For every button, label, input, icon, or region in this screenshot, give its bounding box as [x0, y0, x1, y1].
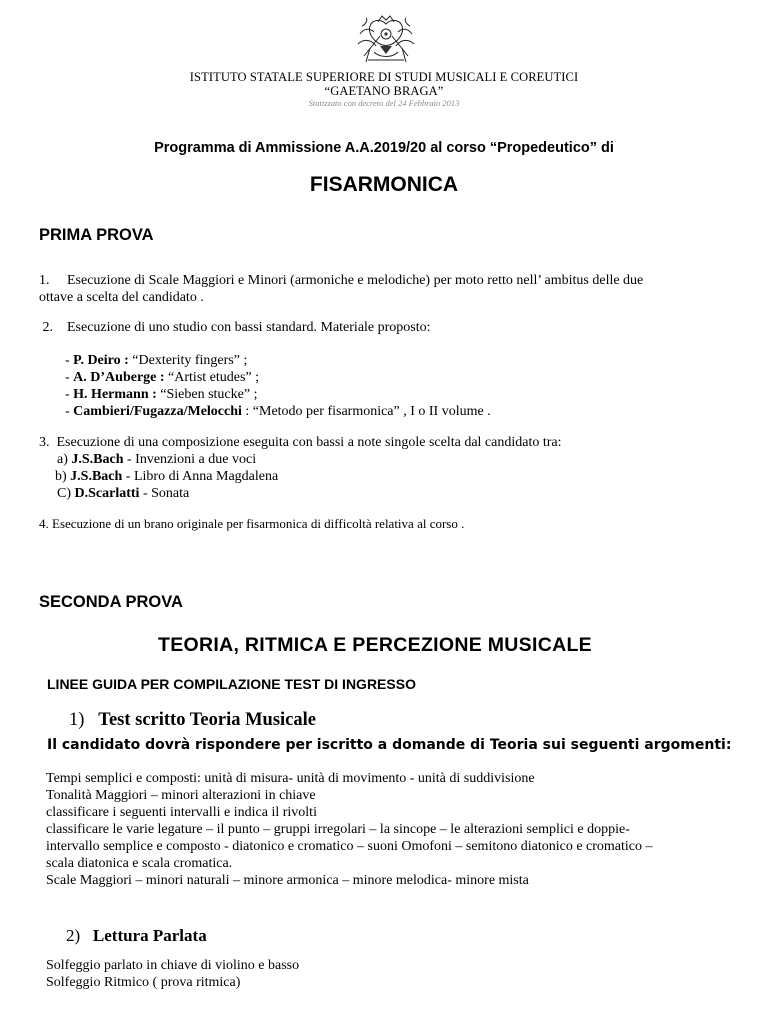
material-item: - H. Hermann : “Sieben stucke” ;: [65, 387, 258, 402]
theory-topic: Tempi semplici e composti: unità di misura- unità di movimento - unità di suddivisione: [46, 771, 535, 786]
composition-option: a) J.S.Bach - Invenzioni a due voci: [57, 452, 257, 467]
prima-prova-heading: PRIMA PROVA: [39, 226, 154, 244]
composition-option: C) D.Scarlatti - Sonata: [57, 486, 190, 501]
theory-topic: scala diatonica e scala cromatica.: [46, 856, 233, 871]
institute-name: ISTITUTO STATALE SUPERIORE DI STUDI MUSICALI E COREUTICI: [189, 70, 579, 84]
reading-item: Solfeggio Ritmico ( prova ritmica): [46, 975, 241, 990]
section1-heading: 1) Test scritto Teoria Musicale: [69, 710, 316, 730]
composition-option: b) J.S.Bach - Libro di Anna Magdalena: [55, 469, 279, 484]
item4-text: 4. Esecuzione di un brano originale per fisarmonica di difficoltà relativa al corso .: [39, 516, 465, 531]
theory-topic: Scale Maggiori – minori naturali – minore armonica – minore melodica- minore mista: [46, 873, 529, 888]
section2-heading: 2) Lettura Parlata: [66, 926, 207, 945]
seconda-prova-heading: SECONDA PROVA: [39, 593, 183, 611]
institute-dedication: “GAETANO BRAGA”: [324, 84, 444, 98]
item1-line1: 1. Esecuzione di Scale Maggiori e Minori (armoniche e melodiche) per moto retto nell’ ambitus delle due: [39, 273, 644, 288]
material-item: - Cambieri/Fugazza/Melocchi : “Metodo per fisarmonica” , I o II volume .: [65, 404, 491, 419]
item2-text: 2. Esecuzione di uno studio con bassi standard. Materiale proposto:: [39, 320, 431, 335]
theory-topic: intervallo semplice e composto - diatonico e cromatico – suoni Omofoni – semitono diatonico e cromatico –: [46, 839, 653, 854]
theory-topic: classificare le varie legature – il punto – gruppi irregolari – la sincope – le alterazioni semplici e doppie-: [46, 822, 630, 837]
page-title: FISARMONICA: [309, 173, 459, 196]
program-title: Programma di Ammissione A.A.2019/20 al corso “Propedeutico” di: [154, 140, 614, 156]
theory-topic: Tonalità Maggiori – minori alterazioni in chiave: [46, 788, 316, 803]
material-item: - A. D’Auberge : “Artist etudes” ;: [65, 370, 260, 385]
institute-decree: Statizzato con decreto del 24 Febbraio 2013: [308, 98, 460, 108]
material-item: - P. Deiro : “Dexterity fingers” ;: [65, 353, 248, 368]
item1-line2: ottave a scelta del candidato .: [39, 290, 204, 305]
section1-intro: Il candidato dovrà rispondere per iscritto a domande di Teoria sui seguenti argomenti:: [47, 737, 732, 753]
guidelines-heading: LINEE GUIDA PER COMPILAZIONE TEST DI INGRESSO: [47, 676, 416, 692]
reading-item: Solfeggio parlato in chiave di violino e basso: [46, 958, 300, 973]
theory-topic: classificare i seguenti intervalli e indica il rivolti: [46, 805, 317, 820]
theory-subtitle: TEORIA, RITMICA E PERCEZIONE MUSICALE: [158, 634, 592, 656]
crest-emblem-icon: [350, 14, 422, 66]
item3-text: 3. Esecuzione di una composizione eseguita con bassi a note singole scelta dal candidato tra:: [39, 435, 562, 450]
